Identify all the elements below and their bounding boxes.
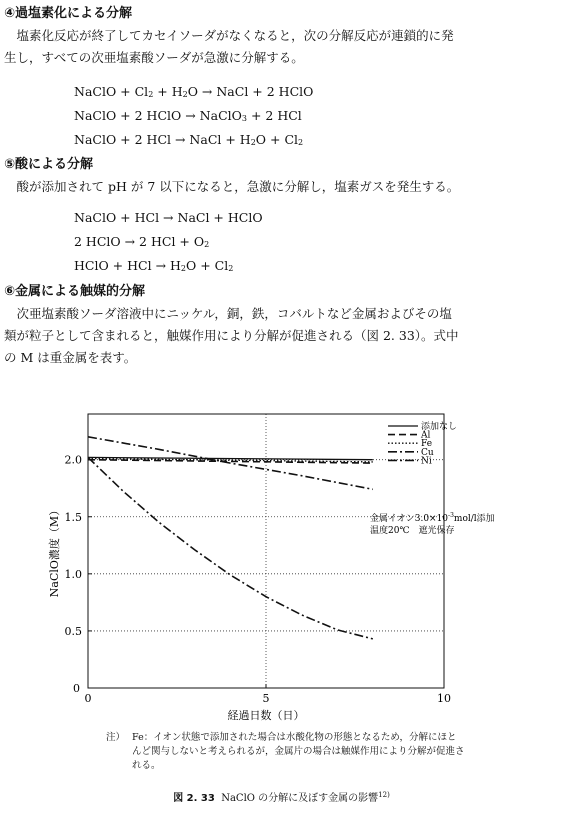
caption-ref: 12) (378, 791, 390, 799)
decomposition-chart (0, 390, 563, 730)
equation-5-2: 2 HClO → 2 HCl + $O_2$ (74, 234, 210, 249)
y-tick-label-2: 1.5 (64, 510, 82, 524)
legend-label-Cu: Cu (421, 447, 434, 458)
section-6-line-1: 次亜塩素酸ソーダ溶液中にニッケル，銅，鉄，コバルトなど金属およびその塩 (16, 306, 452, 321)
caption-text: NaClO の分解に及ぼす金属の影響 (221, 793, 379, 804)
equation-4-3: NaClO + 2 HCl → NaCl + $H_2O + Cl_2$ (74, 132, 304, 147)
caption-number: 図 2. 33 (173, 793, 215, 804)
section-4-line-2: 生し，すべての次亜塩素酸ソーダが急激に分解する。 (4, 50, 304, 65)
plot-frame (88, 414, 444, 688)
annotation-line-2: 温度20℃ 遮光保存 (370, 526, 455, 536)
y-axis-label: NaClO濃度（M） (48, 504, 61, 598)
series-line-Ni (88, 457, 373, 639)
equation-5-1: NaClO + HCl → NaCl + HClO (74, 210, 263, 225)
note-text: Fe：イオン状態で添加された場合は水酸化物の形態となるため，分解にほとんど関与しないと考えられるが，金属片の場合は触媒作用により分解が促進される。 (132, 732, 465, 771)
section-heading-5: ⑤酸による分解 (4, 157, 94, 172)
section-4-paragraph (4, 25, 552, 69)
legend-label-Al: Al (421, 430, 431, 441)
section-heading-4: ④過塩素化による分解 (4, 6, 133, 21)
legend-label-添加なし: 添加なし (421, 422, 458, 432)
x-tick-label-2: 10 (437, 692, 451, 705)
equation-5-3: HClO + HCl → $H_2O + Cl_2$ (74, 258, 234, 273)
annotation-line-1: 金属イオン$3.0\times 10^{-3}mol/l$添加 (370, 512, 495, 524)
y-origin-label: 0 (73, 682, 80, 695)
x-tick-label-1: 5 (262, 692, 270, 705)
section-6-line-2: 類が粒子として含まれると，触媒作用により分解が促進される（図 2. 33）。式中 (4, 328, 459, 343)
section-heading-6: ⑥金属による触媒的分解 (4, 284, 146, 299)
note-label: 注） (106, 732, 126, 743)
section-6-paragraph (4, 303, 552, 369)
section-6-line-3: の M は重金属を表す。 (4, 350, 137, 365)
legend-label-Ni: Ni (421, 456, 432, 467)
section-4-line-1: 塩素化反応が終了してカセイソーダがなくなると，次の分解反応が連鎖的に発 (16, 28, 454, 43)
equation-4-1: NaClO + $Cl_2 + H_2O$ → NaCl + 2 HClO (74, 84, 314, 99)
y-tick-label-1: 1.0 (64, 567, 82, 581)
y-tick-label-3: 2.0 (64, 453, 82, 467)
legend-label-Fe: Fe (421, 439, 433, 450)
figure-caption (0, 789, 563, 804)
y-tick-label-0: 0.5 (64, 624, 82, 638)
section-5-paragraph (4, 176, 552, 198)
equation-4-2: NaClO + 2 HClO → NaClO$_3$ + 2 HCl (74, 108, 302, 123)
section-5-line-1: 酸が添加されて pH が 7 以下になると，急激に分解し，塩素ガスを発生する。 (16, 179, 460, 194)
figure-note (106, 731, 466, 773)
x-axis-label: 経過日数（日） (227, 709, 305, 722)
x-tick-label-0: 0 (84, 692, 92, 705)
